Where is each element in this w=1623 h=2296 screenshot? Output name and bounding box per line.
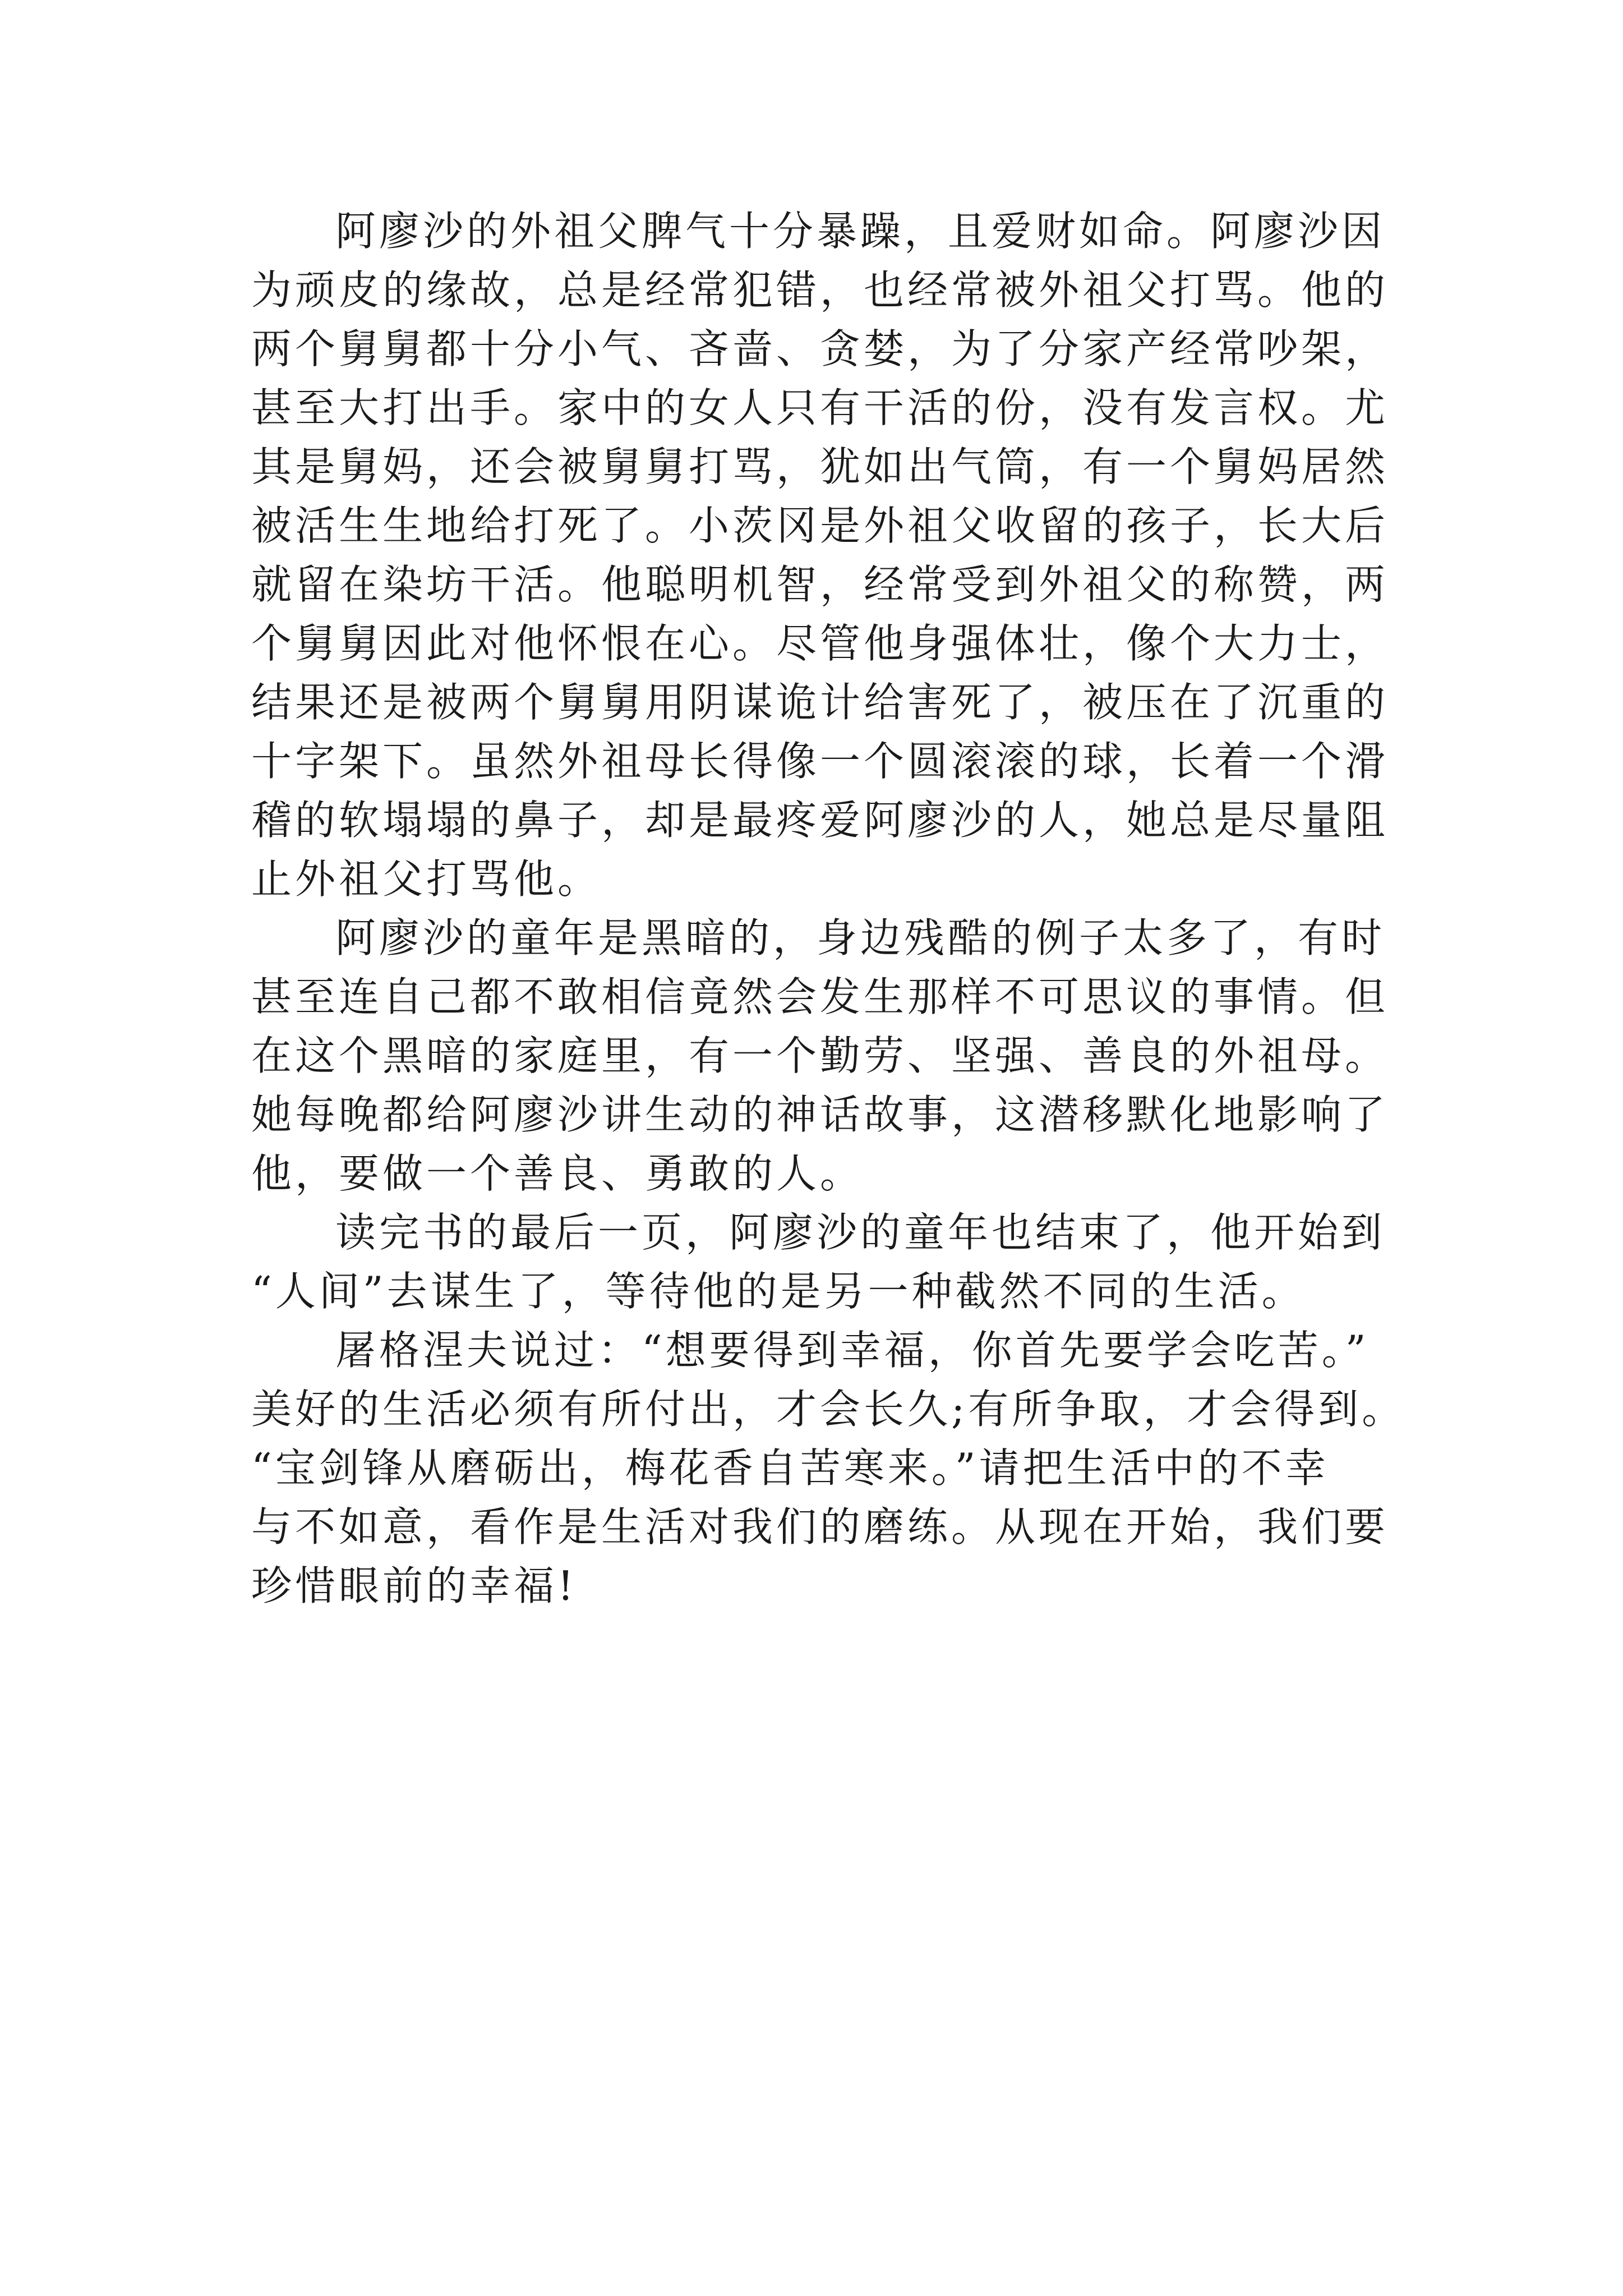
paragraph-line: 甚至连自己都不敢相信竟然会发生那样不可思议的事情。但 — [251, 973, 1389, 1020]
paragraph-4 — [251, 1321, 1440, 1616]
paragraph-line: 稽的软塌塌的鼻子，却是最疼爱阿廖沙的人，她总是尽量阻 — [251, 797, 1389, 844]
paragraph-3 — [251, 1203, 1440, 1321]
paragraph-line: “人间”去谋生了，等待他的是另一种截然不同的生活。 — [251, 1268, 1306, 1315]
paragraph-line: “宝剑锋从磨砺出，梅花香自苦寒来。”请把生活中的不幸 — [251, 1444, 1329, 1492]
paragraph-line: 个舅舅因此对他怀恨在心。尽管他身强体壮，像个大力士， — [251, 620, 1389, 667]
paragraph-line: 她每晚都给阿廖沙讲生动的神话故事，这潜移默化地影响了 — [251, 1091, 1389, 1138]
paragraph-line: 他，要做一个善良、勇敢的人。 — [251, 1150, 864, 1197]
paragraph-line: 与不如意，看作是生活对我们的磨练。从现在开始，我们要 — [251, 1503, 1389, 1550]
paragraph-line: 屠格涅夫说过：“想要得到幸福，你首先要学会吃苦。” — [335, 1327, 1370, 1374]
paragraph-line: 十字架下。虽然外祖母长得像一个圆滚滚的球，长着一个滑 — [251, 738, 1389, 785]
paragraph-2 — [251, 909, 1440, 1203]
paragraph-line: 阿廖沙的童年是黑暗的，身边残酷的例子太多了，有时 — [335, 914, 1386, 961]
paragraph-line: 就留在染坊干活。他聪明机智，经常受到外祖父的称赞，两 — [251, 561, 1389, 608]
paragraph-line: 两个舅舅都十分小气、吝啬、贪婪，为了分家产经常吵架， — [251, 325, 1389, 372]
paragraph-line: 其是舅妈，还会被舅舅打骂，犹如出气筒，有一个舅妈居然 — [251, 443, 1389, 490]
paragraph-line: 被活生生地给打死了。小茨冈是外祖父收留的孩子，长大后 — [251, 502, 1389, 549]
essay-body — [251, 202, 1440, 1616]
paragraph-line: 珍惜眼前的幸福! — [251, 1562, 577, 1609]
paragraph-line: 结果还是被两个舅舅用阴谋诡计给害死了，被压在了沉重的 — [251, 679, 1389, 726]
paragraph-line: 阿廖沙的外祖父脾气十分暴躁，且爱财如命。阿廖沙因 — [335, 208, 1386, 255]
paragraph-line: 美好的生活必须有所付出，才会长久;有所争取，才会得到。 — [251, 1386, 1406, 1433]
paragraph-line: 在这个黑暗的家庭里，有一个勤劳、坚强、善良的外祖母。 — [251, 1032, 1389, 1079]
paragraph-line: 甚至大打出手。家中的女人只有干活的份，没有发言权。尤 — [251, 384, 1389, 431]
paragraph-line: 为顽皮的缘故，总是经常犯错，也经常被外祖父打骂。他的 — [251, 266, 1389, 314]
paragraph-line: 止外祖父打骂他。 — [251, 855, 602, 903]
paragraph-1 — [251, 202, 1440, 909]
paragraph-line: 读完书的最后一页，阿廖沙的童年也结束了，他开始到 — [335, 1209, 1386, 1256]
